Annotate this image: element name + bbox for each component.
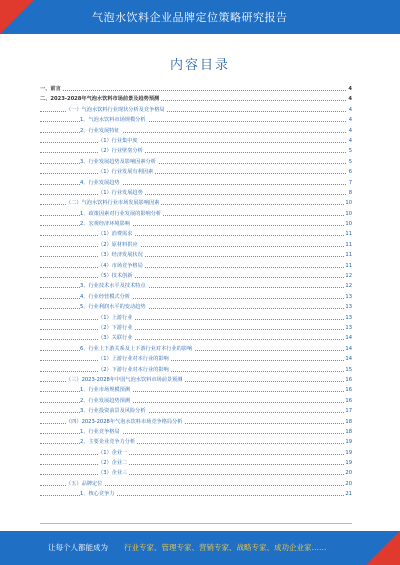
footer-bar [0,531,400,565]
toc-entry-page: 12 [344,271,352,281]
toc-entry[interactable] [40,302,352,312]
toc-entry[interactable] [40,136,352,146]
toc-entry-label: 2、宏观经济环境影响 [80,221,130,228]
toc-entry-page: 10 [344,198,352,208]
toc-entry-page: 16 [344,385,352,395]
toc-entry[interactable] [40,219,352,229]
dot-leader [40,329,346,330]
dot-leader [40,464,346,465]
toc-entry-page: 10 [344,209,352,219]
toc-entry-label: （2）行业壁垒分析 [98,148,143,155]
toc-entry-label: 二、2023-2028年气泡水饮料市场前景及趋势预测 [40,96,160,103]
toc-entry[interactable] [40,354,352,364]
toc-entry-label: 1、核心竞争力 [80,491,115,498]
toc-entry[interactable] [40,126,352,136]
toc-entry-label: （1）行业集中度 [98,137,138,144]
header-accent-triangle [0,0,34,34]
toc-entry[interactable] [40,406,352,416]
divider [40,523,352,524]
toc-entry[interactable] [40,385,352,395]
toc-entry-label: 4、行业经营模式分析 [80,293,130,300]
toc-entry-page: 19 [344,448,352,458]
dot-leader [40,235,346,236]
dot-leader [40,267,346,268]
toc-entry-label: （五）品牌定位 [66,480,103,487]
toc-entry-label: 1、气泡水饮料市场规模分析 [80,117,146,124]
toc-entry-label: （一）气泡水饮料行业现状分析及竞争格局 [66,106,165,113]
toc-entry-label: （1）消费需求 [98,231,133,238]
toc-entry-label: 3、行业投资前景及风险分析 [80,408,146,415]
toc-entry-page: 14 [344,333,352,343]
toc-entry-label: （5）技术创新 [98,273,133,280]
toc-entry-label: 1、政策因素对行业发展的影响分析 [80,210,162,217]
toc-entry-label: （1）上游行业 [98,314,133,321]
toc-entry[interactable] [40,313,352,323]
toc-entry-page: 4 [347,94,352,104]
toc-heading: 内容目录 [169,58,230,73]
toc-entry[interactable] [40,167,352,177]
footer-accent-triangle [366,531,400,565]
toc-entry[interactable] [40,240,352,250]
toc-entry-page: 10 [344,219,352,229]
toc-entry[interactable] [40,344,352,354]
toc-entry[interactable] [40,489,352,499]
toc-entry-page: 18 [344,417,352,427]
footer-roles: 行业专家、管理专家、营销专家、战略专家、成功企业家…… [124,543,327,552]
toc-entry-page: 4 [347,84,352,94]
toc-entry[interactable] [40,178,352,188]
toc-entry[interactable] [40,468,352,478]
toc-entry-label: 1、行业市场规模预测 [80,387,130,394]
footer-slogan: 让每个人都能成为 [48,543,108,552]
toc-entry-page: 13 [344,313,352,323]
toc-entry-page: 12 [344,281,352,291]
toc-entry-label: （二）气泡水饮料行业市场发展影响因素 [66,200,160,207]
toc-entry-label: 2、行业发展特征 [80,127,120,134]
toc-entry-page: 11 [344,261,352,271]
toc-entry-page: 17 [344,406,352,416]
toc-entry-label: （4）市场竞争格局 [98,262,143,269]
toc-entry[interactable] [40,281,352,291]
toc-entry-page: 20 [344,479,352,489]
toc-entry-page: 16 [344,375,352,385]
toc-entry[interactable] [40,479,352,489]
toc-entry-label: （三）2023-2028年中国气泡水饮料市场前景预测 [66,376,183,383]
toc-entry[interactable] [40,396,352,406]
toc-entry-label: （1）行业发展有利因素 [98,169,154,176]
dot-leader [40,339,346,340]
header-bar [0,0,400,34]
toc-entry-page: 11 [344,240,352,250]
toc-entry-page: 4 [348,115,352,125]
toc-entry[interactable] [40,323,352,333]
toc-entry-page: 21 [344,489,352,499]
dot-leader [40,474,346,475]
toc-entry[interactable] [40,84,352,94]
toc-entry-label: （1）行业发展趋势 [98,189,143,196]
toc-entry-label: （1）企业一 [98,449,128,456]
toc-entry[interactable] [40,375,352,385]
toc-entry-label: 2、行业发展趋势预测 [80,397,130,404]
toc-entry-page: 14 [344,344,352,354]
dot-leader [40,256,346,257]
toc-entry-page: 13 [344,302,352,312]
toc-entry-page: 20 [344,468,352,478]
toc-entry[interactable] [40,417,352,427]
toc-entry-page: 5 [348,157,352,167]
toc-entry-page: 19 [344,437,352,447]
toc-entry-page: 4 [348,126,352,136]
dot-leader [40,319,346,320]
dot-leader [40,277,346,278]
toc-entry[interactable] [40,188,352,198]
toc-entry-label: 2、主要企业竞争力分析 [80,439,136,446]
toc-entry-label: （3）经济发展状况 [98,252,143,259]
toc-entry[interactable] [40,427,352,437]
dot-leader [40,152,346,153]
toc-entry[interactable] [40,292,352,302]
toc-entry-page: 14 [344,354,352,364]
toc-entry[interactable] [40,250,352,260]
dot-leader [40,360,346,361]
toc-entry-label: （2）原材料供应 [98,241,138,248]
toc-entry-label: （四）2023-2028年气泡水饮料市场竞争格局分析 [66,418,183,425]
toc-entry-label: （2）企业二 [98,460,128,467]
toc-entry-page: 5 [348,146,352,156]
dot-leader [40,90,346,91]
report-title: 气泡水饮料企业品牌定位策略研究报告 [92,11,288,24]
dot-leader [40,142,346,143]
toc-entry[interactable] [40,458,352,468]
toc-entry-label: （2）下游行业 [98,324,133,331]
toc-entry[interactable] [40,115,352,125]
toc-entry-page: 13 [344,323,352,333]
toc-entry-label: （3）企业三 [98,470,128,477]
toc-entry-page: 19 [344,458,352,468]
toc-entry[interactable] [40,271,352,281]
toc-entry-label: 5、行业利润水平的变动趋势 [80,304,146,311]
toc-entry-page: 18 [344,427,352,437]
toc-entry[interactable] [40,365,352,375]
toc-entry-label: （3）关联行业 [98,335,133,342]
dot-leader [40,371,346,372]
toc-entry-label: （2）下游行业对本行业的影响 [98,366,169,373]
toc-entry-page: 16 [344,396,352,406]
toc-entry[interactable] [40,157,352,167]
toc-entry-label: 6、行业上下游关系及上下游行业对本行业的影响 [80,345,193,352]
toc-entry-label: （1）上游行业对本行业的影响 [98,356,169,363]
dot-leader [40,173,346,174]
toc-entry[interactable] [40,209,352,219]
toc-entry[interactable] [40,448,352,458]
toc-entry[interactable] [40,229,352,239]
toc-entry-page: 6 [348,167,352,177]
toc-entry-page: 15 [344,365,352,375]
toc-entry[interactable] [40,105,352,115]
toc-entry-label: 3、行业技术水平及技术特点 [80,283,146,290]
toc-entry[interactable] [40,333,352,343]
toc-entry-label: 1、行业竞争格局 [80,428,120,435]
toc-entry[interactable] [40,146,352,156]
toc-entry-page: 7 [348,178,352,188]
toc-entry-page: 11 [344,229,352,239]
toc-entry[interactable] [40,198,352,208]
toc-entry-page: 11 [344,250,352,260]
toc-entry-label: 4、行业发展趋势 [80,179,120,186]
toc-entry-page: 8 [348,188,352,198]
dot-leader [40,454,346,455]
dot-leader [40,194,346,195]
dot-leader [40,246,346,247]
toc-entry-label: 3、行业发展趋势及影响因素分析 [80,158,156,165]
table-of-contents [40,84,352,500]
toc-entry-page: 4 [348,105,352,115]
toc-entry[interactable] [40,261,352,271]
toc-entry-page: 4 [348,136,352,146]
toc-entry-page: 13 [344,292,352,302]
toc-entry[interactable] [40,94,352,104]
toc-entry-label: 一、前言 [40,86,61,92]
toc-entry[interactable] [40,437,352,447]
